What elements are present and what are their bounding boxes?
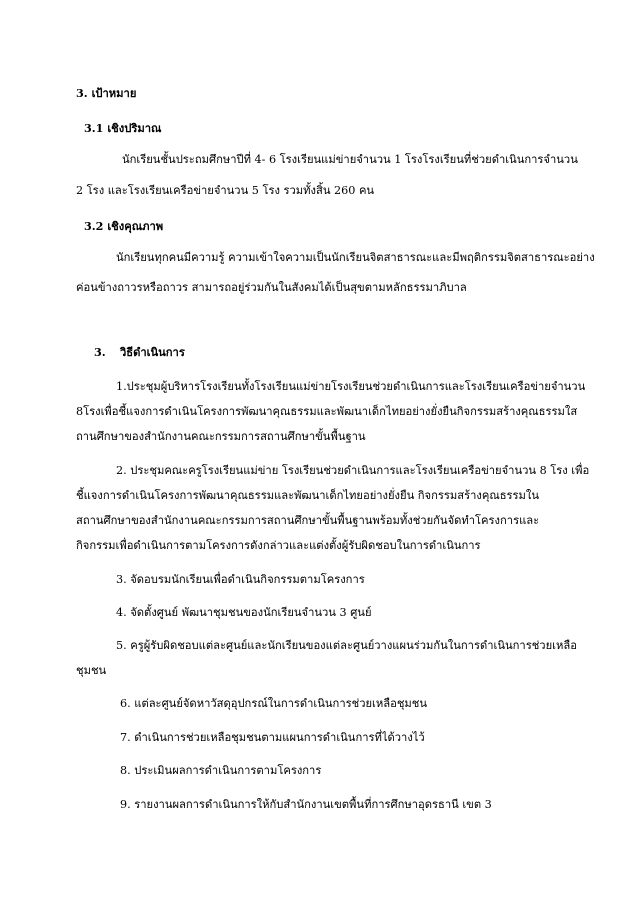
method-item-7: 7. ดำเนินการช่วยเหลือชุมชนตามแผนการดำเนินการที่ได้วางไว้	[120, 731, 425, 744]
method-heading: วิธีดำเนินการ	[120, 345, 185, 359]
method-item-6: 6. แต่ละศูนย์จัดหาวัสดุอุปกรณ์ในการดำเนินการช่วยเหลือชุมชน	[120, 697, 428, 710]
method-item-1-line: ถานศึกษาของสำนักงานคณะกรรมการสถานศึกษาขั้นพื้นฐาน	[76, 430, 366, 443]
method-item-5-line: 5. ครูผู้รับผิดชอบแต่ละศูนย์และนักเรียนของแต่ละศูนย์วางแผนร่วมกันในการดำเนินการช่วยเหลือ	[116, 639, 577, 652]
paragraph-line: นักเรียนชั้นประถมศึกษาปีที่ 4- 6 โรงเรียนแม่ข่ายจำนวน 1 โรงโรงเรียนที่ช่วยดำเนินการจำนวน	[122, 153, 578, 166]
paragraph-line: ค่อนข้างถาวรหรือถาวร สามารถอยู่ร่วมกันในสังคมได้เป็นสุขตามหลักธรรมาภิบาล	[76, 281, 467, 294]
subheading-qualitative: 3.2 เชิงคุณภาพ	[84, 219, 164, 233]
paragraph-line: 2 โรง และโรงเรียนเครือข่ายจำนวน 5 โรง รวมทั้งสิ้น 260 คน	[76, 184, 375, 197]
subheading-quantitative: 3.1 เชิงปริมาณ	[84, 121, 162, 135]
method-item-5-line: ชุมชน	[76, 664, 107, 677]
method-item-2-line: สถานศึกษาของสำนักงานคณะกรรมการสถานศึกษาขั้นพื้นฐานพร้อมทั้งช่วยกันจัดทำโครงการและ	[76, 514, 540, 527]
method-item-8: 8. ประเมินผลการดำเนินการตามโครงการ	[120, 764, 322, 777]
method-item-1-line: 8โรงเพื่อชี้แจงการดำเนินโครงการพัฒนาคุณธรรมและพัฒนาเด็กไทยอย่างยั่งยืนกิจกรรมสร้างคุณธรรมใส	[76, 405, 578, 418]
method-item-2-line: ชี้แจงการดำเนินโครงการพัฒนาคุณธรรมและพัฒนาเด็กไทยอย่างยั่งยืน กิจกรรมสร้างคุณธรรมใน	[76, 489, 540, 502]
method-heading-number: 3.	[94, 345, 106, 359]
method-item-1-line: 1.ประชุมผู้บริหารโรงเรียนทั้งโรงเรียนแม่ข่ายโรงเรียนช่วยดำเนินการและโรงเรียนเครือข่ายจำนวน	[116, 380, 586, 393]
method-item-9: 9. รายงานผลการดำเนินการให้กับสำนักงานเขตพื้นที่การศึกษาอุดรธานี เขต 3	[120, 798, 492, 811]
method-item-3: 3. จัดอบรมนักเรียนเพื่อดำเนินกิจกรรมตามโครงการ	[116, 573, 365, 586]
method-item-4: 4. จัดตั้งศูนย์ พัฒนาชุมชนของนักเรียนจำนวน 3 ศูนย์	[116, 606, 372, 619]
method-item-2-line: 2. ประชุมคณะครูโรงเรียนแม่ข่าย โรงเรียนช่วยดำเนินการและโรงเรียนเครือข่ายจำนวน 8 โรง เพื่อ	[116, 464, 590, 477]
paragraph-line: นักเรียนทุกคนมีความรู้ ความเข้าใจความเป็นนักเรียนจิตสาธารณะและมีพฤติกรรมจิตสาธารณะอย่าง	[116, 251, 595, 264]
method-item-2-line: กิจกรรมเพื่อดำเนินการตามโครงการดังกล่าวและแต่งตั้งผู้รับผิดชอบในการดำเนินการ	[76, 539, 481, 552]
section-heading-targets: 3. เป้าหมาย	[76, 86, 137, 100]
